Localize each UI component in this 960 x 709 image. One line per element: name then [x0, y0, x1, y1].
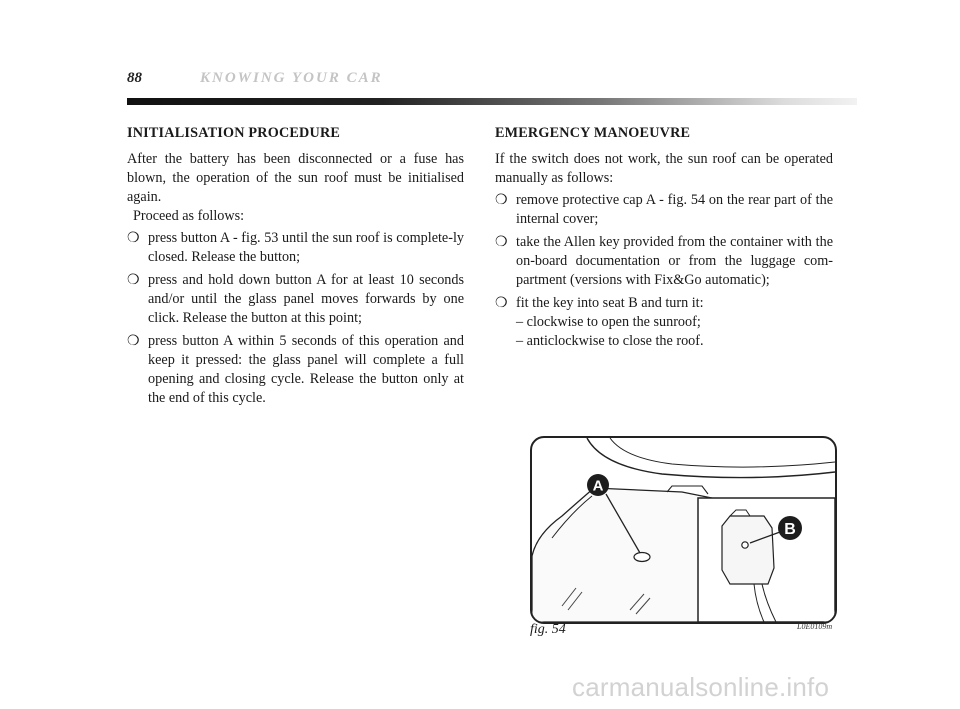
initialisation-steps	[127, 229, 464, 408]
sub-item-clockwise: – clockwise to open the sunroof;	[516, 314, 701, 330]
sunroof-illustration	[530, 436, 837, 624]
initialisation-intro: After the battery has been disconnected or a fuse has blown, the operation of the sun roof must be initialised again.	[127, 151, 464, 205]
sub-item-anticlockwise: – anticlockwise to close the roof.	[516, 333, 704, 349]
emergency-steps	[495, 191, 833, 351]
roof-opening-inner-edge	[610, 438, 835, 467]
left-column	[127, 124, 464, 412]
circle-bullet-icon: ❍	[127, 334, 140, 349]
protective-cap	[634, 553, 650, 562]
figure-code: L0E0109m	[797, 622, 833, 631]
circle-bullet-icon: ❍	[495, 296, 508, 311]
circle-bullet-icon: ❍	[127, 231, 140, 246]
running-header: KNOWING YOUR CAR	[200, 70, 383, 86]
step-text: take the Allen key provided from the container with the on-board documentation or from the luggage com-partment (versions with Fix&Go automatic);	[516, 234, 833, 288]
step-text: press and hold down button A for at least 10 seconds and/or until the glass panel moves forwards by one click. Release the button at this point;	[148, 272, 464, 326]
emergency-intro: If the switch does not work, the sun roof can be operated manually as follows:	[495, 151, 833, 186]
proceed-text: Proceed as follows:	[133, 208, 245, 224]
right-column	[495, 124, 833, 355]
roof-opening-edge	[587, 438, 835, 478]
emergency-heading: EMERGENCY MANOEUVRE	[495, 125, 691, 141]
list-item	[127, 229, 464, 267]
list-item	[127, 332, 464, 408]
list-item	[495, 294, 833, 351]
step-text: press button A within 5 seconds of this operation and keep it pressed: the glass panel will complete a full opening and closing cycle. Release the button only at the end of this cycle.	[148, 333, 464, 406]
step-text: remove protective cap A - fig. 54 on the rear part of the internal cover;	[516, 192, 833, 227]
sunroof-drawing	[532, 438, 835, 622]
step-text: fit the key into seat B and turn it:	[516, 295, 704, 311]
step-text: press button A - fig. 53 until the sun roof is complete-ly closed. Release the button;	[148, 230, 464, 265]
header-rule	[127, 98, 857, 105]
circle-bullet-icon: ❍	[495, 193, 508, 208]
watermark: carmanualsonline.info	[572, 672, 830, 702]
list-item	[495, 233, 833, 290]
circle-bullet-icon: ❍	[127, 273, 140, 288]
label-a: A	[592, 477, 604, 495]
list-item	[495, 191, 833, 229]
figure-caption: fig. 54	[530, 622, 566, 637]
list-item	[127, 271, 464, 328]
sunroof-motor	[722, 516, 774, 584]
page-number: 88	[127, 70, 142, 86]
label-b: B	[784, 521, 796, 538]
circle-bullet-icon: ❍	[495, 235, 508, 250]
motor-seat	[742, 542, 748, 548]
initialisation-heading: INITIALISATION PROCEDURE	[127, 125, 341, 141]
interior-cover-panel	[532, 488, 712, 622]
